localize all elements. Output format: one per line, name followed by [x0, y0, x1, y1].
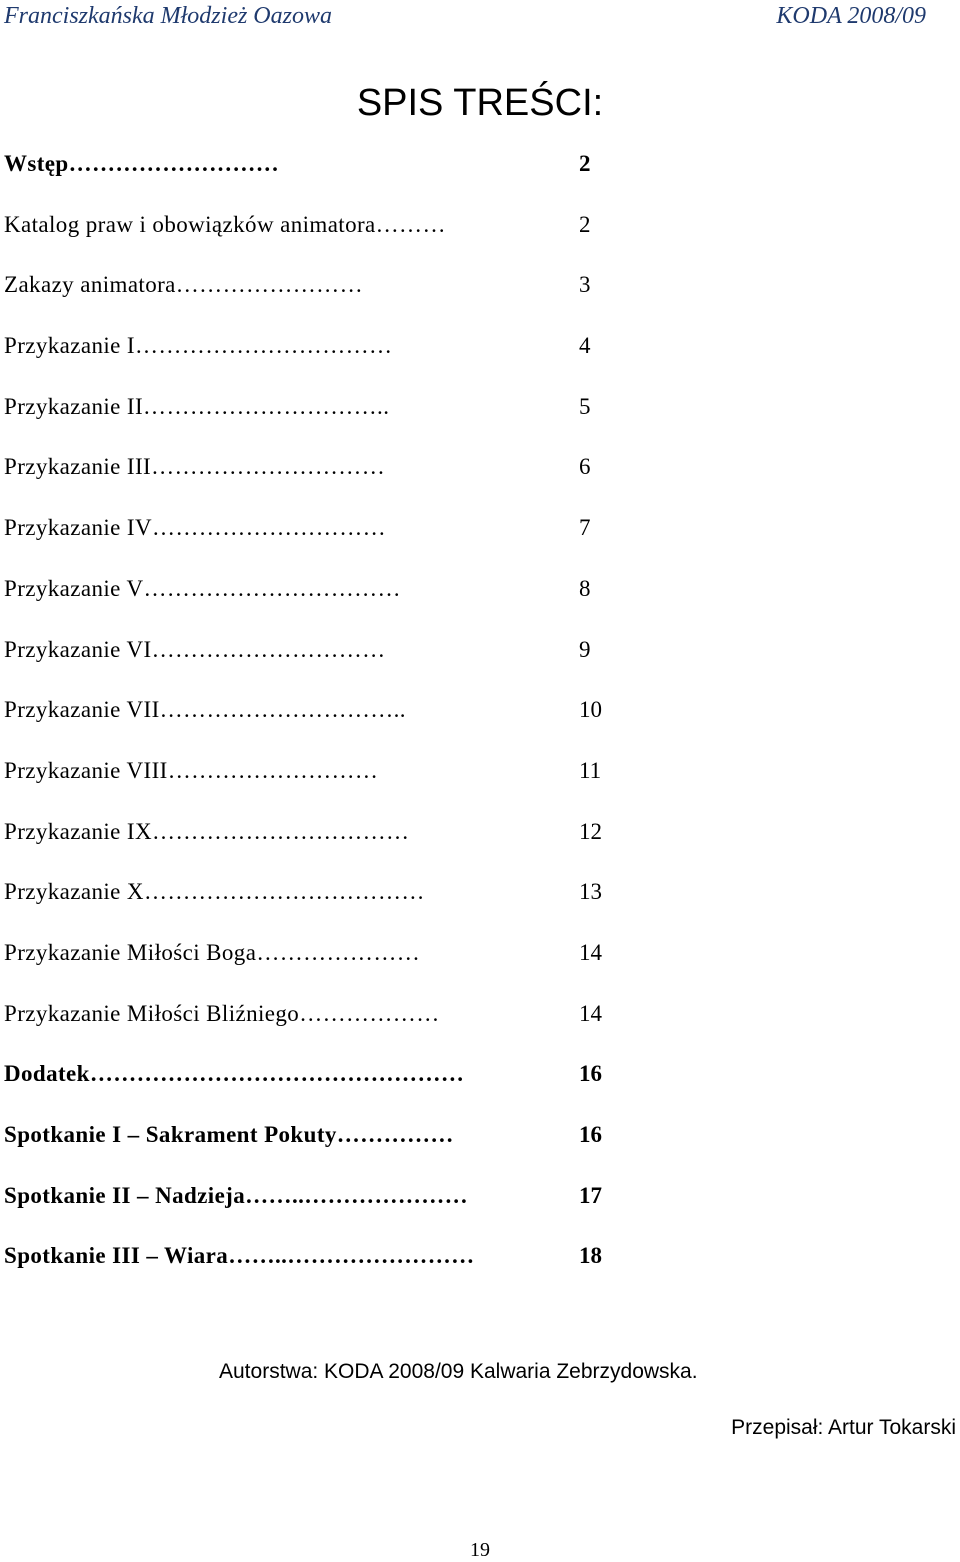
toc-entry-page: 14 — [579, 939, 602, 965]
toc-entry — [0, 994, 960, 1055]
toc-entry — [0, 812, 960, 873]
toc-entry-page: 18 — [579, 1243, 602, 1269]
toc-entry-label: Wstęp……………………… — [4, 151, 280, 176]
toc-entry-label: Dodatek………………………………………… — [4, 1061, 465, 1087]
toc-entry-label: Przykazanie V…………………………… — [4, 575, 401, 601]
toc-entry-label: Przykazanie VII………………………….. — [4, 697, 406, 723]
toc-entry — [0, 569, 960, 630]
toc-entry — [0, 1054, 960, 1115]
toc-entry-label: Przykazanie IV………………………… — [4, 515, 387, 541]
toc-entry-page: 12 — [579, 818, 602, 844]
toc-entry-page: 5 — [579, 393, 591, 419]
toc-entry-page: 4 — [579, 333, 591, 359]
toc-entry-label: Przykazanie VIII……………………… — [4, 757, 379, 783]
toc-entry — [0, 751, 960, 812]
toc-entry-page: 16 — [579, 1061, 602, 1087]
toc-entry-label: Przykazanie Miłości Boga………………… — [4, 939, 421, 965]
toc-entry — [0, 205, 960, 266]
toc-entry-label: Przykazanie I…………………………… — [4, 333, 393, 359]
toc-entry — [0, 144, 960, 205]
toc-entry — [0, 447, 960, 508]
toc-entry-page: 8 — [579, 575, 591, 601]
toc-entry-label: Przykazanie II………………………….. — [4, 393, 390, 419]
toc-entry-page: 14 — [579, 1000, 602, 1026]
toc-entry-page: 11 — [579, 757, 602, 783]
toc-entry-page: 17 — [579, 1182, 602, 1208]
toc-entry-label: Spotkanie III – Wiara……..…………………… — [4, 1243, 475, 1269]
toc-entry — [0, 508, 960, 569]
header-organization: Franciszkańska Młodzież Oazowa — [4, 3, 332, 29]
toc-entry-page: 6 — [579, 454, 591, 480]
table-of-contents — [0, 144, 960, 1297]
toc-entry-label: Przykazanie VI………………………… — [4, 636, 386, 662]
header-edition: KODA 2008/09 — [776, 3, 926, 29]
toc-entry-page: 9 — [579, 636, 591, 662]
toc-entry-label: Spotkanie I – Sakrament Pokuty…………… — [4, 1122, 454, 1147]
toc-entry-page: 2 — [579, 151, 591, 176]
toc-entry-label: Przykazanie IX…………………………… — [4, 818, 410, 844]
toc-entry — [0, 630, 960, 691]
toc-entry-label: Spotkanie II – Nadzieja……..………………… — [4, 1182, 469, 1208]
toc-entry-label: Zakazy animatora…………………… — [4, 272, 363, 298]
toc-entry-label: Przykazanie X……………………………… — [4, 879, 425, 905]
toc-entry-page: 10 — [579, 697, 602, 723]
toc-entry — [0, 387, 960, 448]
page-title: SPIS TREŚCI: — [356, 82, 604, 125]
toc-entry-page: 2 — [579, 211, 591, 237]
toc-entry — [0, 872, 960, 933]
toc-entry — [0, 933, 960, 994]
toc-entry — [0, 265, 960, 326]
authors-credit: Autorstwa: KODA 2008/09 Kalwaria Zebrzydowska. — [219, 1360, 698, 1383]
toc-entry — [0, 1236, 960, 1297]
toc-entry-label: Przykazanie III………………………… — [4, 454, 386, 480]
toc-entry — [0, 690, 960, 751]
toc-entry-label: Katalog praw i obowiązków animatora……… — [4, 211, 446, 237]
toc-entry-page: 3 — [579, 272, 591, 298]
toc-entry-label: Przykazanie Miłości Bliźniego……………… — [4, 1000, 440, 1026]
transcriber-credit: Przepisał: Artur Tokarski — [731, 1416, 956, 1439]
toc-entry-page: 13 — [579, 879, 602, 905]
toc-entry-page: 7 — [579, 515, 591, 541]
toc-entry — [0, 326, 960, 387]
page-number: 19 — [470, 1539, 490, 1561]
toc-entry — [0, 1115, 960, 1176]
toc-entry — [0, 1176, 960, 1237]
toc-entry-page: 16 — [579, 1122, 602, 1147]
